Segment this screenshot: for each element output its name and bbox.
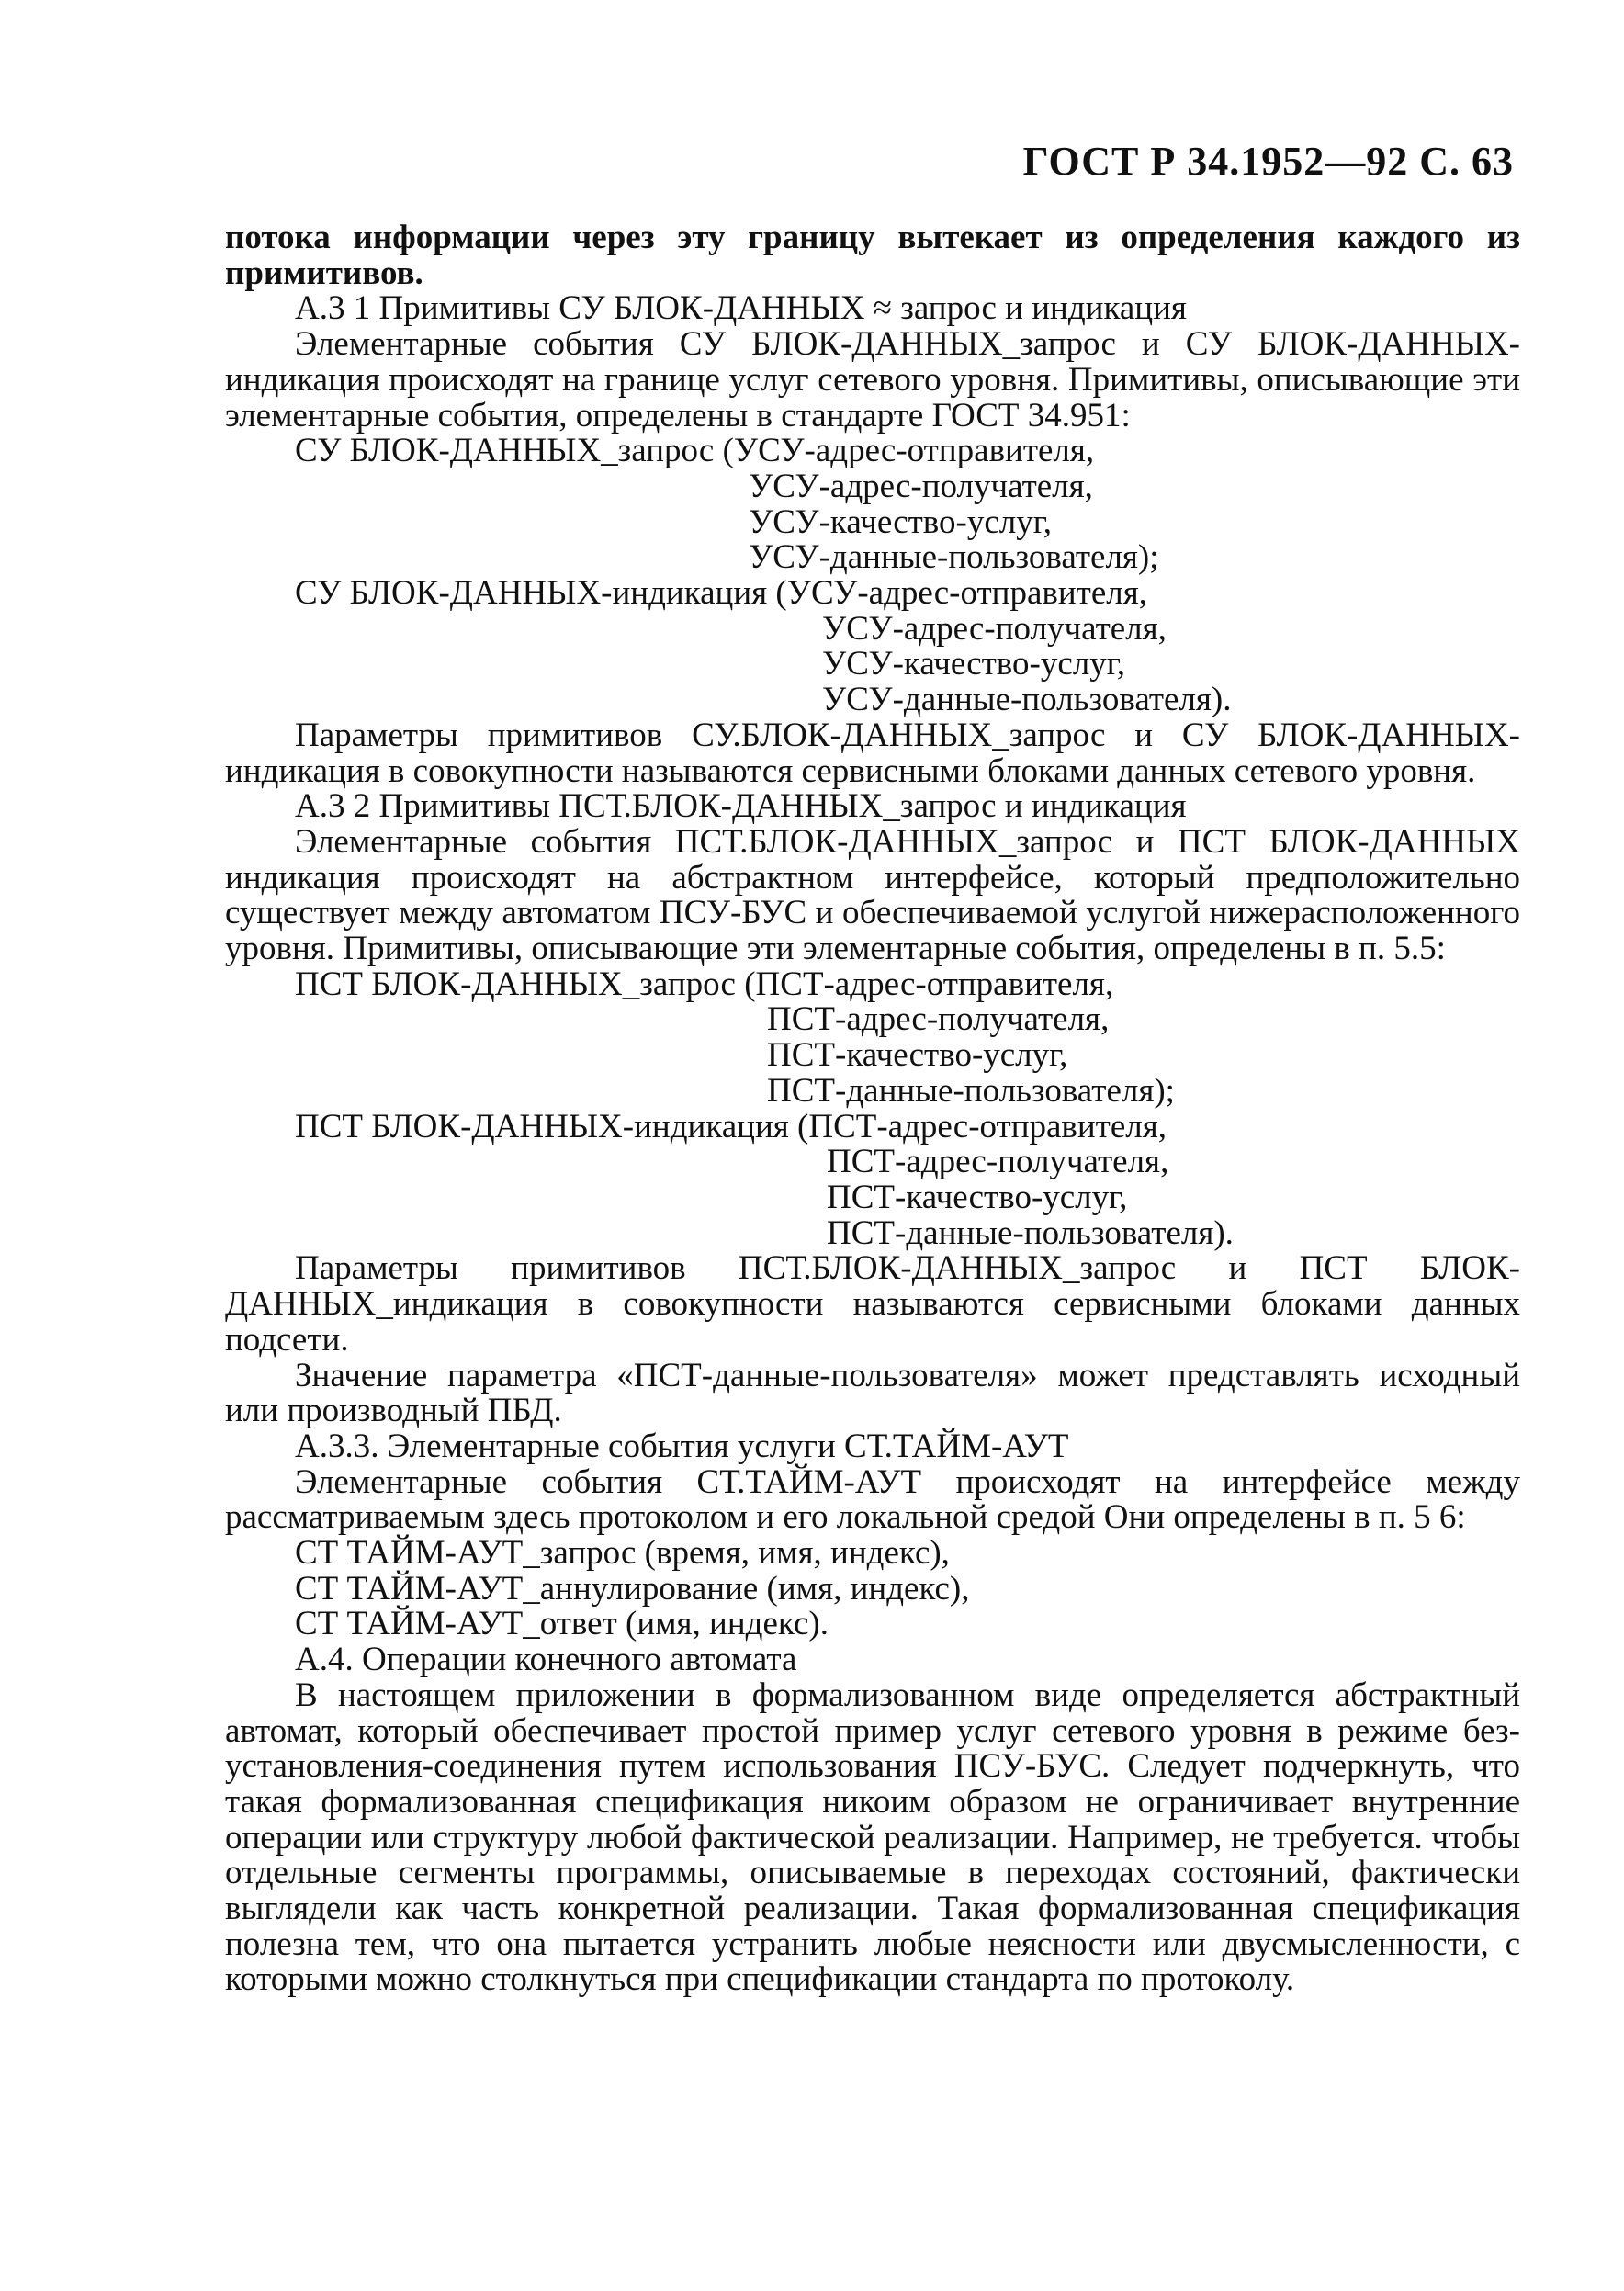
paragraph: Элементарные события СУ БЛОК-ДАННЫХ_запрос и СУ БЛОК-ДАННЫХ-индикация происходят на границе услуг сетевого уровня. Примитивы, описывающие эти элементарные события, определены в стандарте ГОСТ 34.951: [225, 325, 1520, 434]
paragraph: Элементарные события СТ.ТАЙМ-АУТ происходят на интерфейсе между рассматриваемым здесь протоколом и его локальной средой Они определены в п. 5 6: [225, 1462, 1520, 1537]
paragraph: Параметры примитивов СУ.БЛОК-ДАННЫХ_запрос и СУ БЛОК-ДАННЫХ-индикация в совокупности называются сервисными блоками данных сетевого уровня. [225, 716, 1520, 790]
primitive-line: СУ БЛОК-ДАННЫХ-индикация (УСУ-адрес-отправителя, [295, 574, 1147, 613]
section-heading-a31: А.3 1 Примитивы СУ БЛОК-ДАННЫХ ≈ запрос и индикация [295, 289, 1187, 328]
parameter-line: ПСТ-качество-услуг, [827, 1178, 1128, 1216]
paragraph: В настоящем приложении в формализованном виде определяется абстрактный автомат, который обеспечивает простой пример услуг сетевого уровня в режиме без-установления-соединения путем использования ПСУ-БУС. Следует подчеркнуть, что такая формализованная спецификация никоим образом не ограничивает внутренние операции или структуру любой фактической реализации. Например, не требуется. чтобы отдельные сегменты программы, описываемые в переходах состояний, фактически выглядели как часть конкретной реализации. Такая формализованная спецификация полезна тем, что она пытается устранить любые неясности или двусмысленности, с которыми можно столкнуться при спецификации стандарта по протоколу. [225, 1676, 1520, 1999]
paragraph: Параметры примитивов ПСТ.БЛОК-ДАННЫХ_запрос и ПСТ БЛОК-ДАННЫХ_индикация в совокупности называются сервисными блоками данных подсети. [225, 1249, 1520, 1359]
parameter-line: ПСТ-адрес-получателя, [767, 1000, 1110, 1039]
section-heading-a32: А.3 2 Примитивы ПСТ.БЛОК-ДАННЫХ_запрос и индикация [295, 787, 1187, 826]
section-heading-a4: А.4. Операции конечного автомата [295, 1641, 797, 1679]
primitive-line: ПСТ БЛОК-ДАННЫХ-индикация (ПСТ-адрес-отправителя, [295, 1107, 1167, 1146]
section-heading-a33: А.3.3. Элементарные события услуги СТ.ТАЙМ-АУТ [295, 1427, 1069, 1465]
paragraph: Элементарные события ПСТ.БЛОК-ДАННЫХ_запрос и ПСТ БЛОК-ДАННЫХ индикация происходят на абстрактном интерфейсе, который предположительно существует между автоматом ПСУ-БУС и обеспечиваемой услугой нижерасположенного уровня. Примитивы, описывающие эти элементарные события, определены в п. 5.5: [225, 822, 1520, 968]
parameter-line: УСУ-адрес-получателя, [749, 467, 1093, 505]
primitive-line: СУ БЛОК-ДАННЫХ_запрос (УСУ-адрес-отправителя, [295, 432, 1095, 470]
paragraph-continuation: потока информации через эту границу вытекает из определения каждого из примитивов. [225, 219, 1520, 292]
page-header: ГОСТ Р 34.1952—92 С. 63 [1022, 139, 1514, 184]
primitive-line: СТ ТАЙМ-АУТ_запрос (время, имя, индекс), [295, 1534, 950, 1573]
paragraph: Значение параметра «ПСТ-данные-пользователя» может представлять исходный или производный ПБД. [225, 1356, 1520, 1430]
parameter-line: УСУ-данные-пользователя); [749, 538, 1159, 577]
primitive-line: СТ ТАЙМ-АУТ_ответ (имя, индекс). [295, 1605, 829, 1643]
document-body [225, 220, 1520, 1998]
primitive-line: СТ ТАЙМ-АУТ_аннулирование (имя, индекс), [295, 1569, 970, 1608]
parameter-line: ПСТ-данные-пользователя); [767, 1071, 1175, 1110]
parameter-line: ПСТ-адрес-получателя, [827, 1143, 1169, 1181]
parameter-line: УСУ-качество-услуг, [749, 502, 1052, 541]
parameter-line: ПСТ-данные-пользователя). [827, 1213, 1234, 1252]
parameter-line: УСУ-данные-пользователя). [822, 681, 1232, 719]
primitive-line: ПСТ БЛОК-ДАННЫХ_запрос (ПСТ-адрес-отправителя, [295, 965, 1114, 1003]
parameter-line: ПСТ-качество-услуг, [767, 1036, 1068, 1075]
parameter-line: УСУ-качество-услуг, [822, 645, 1125, 683]
parameter-line: УСУ-адрес-получателя, [822, 609, 1167, 648]
